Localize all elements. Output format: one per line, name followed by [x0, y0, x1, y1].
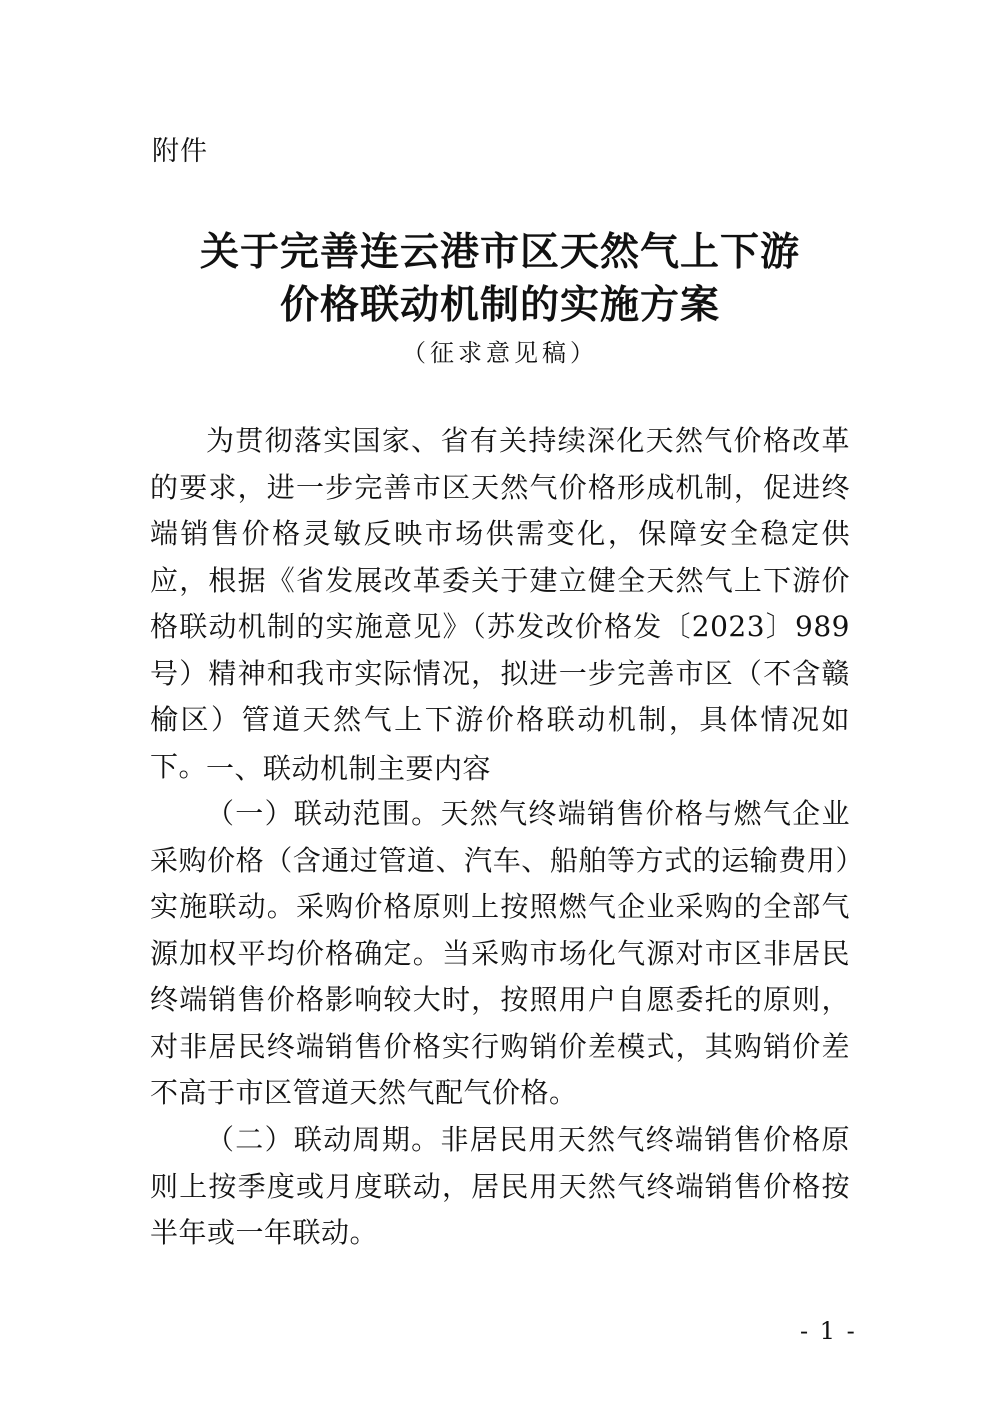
intro-paragraph: 为贯彻落实国家、省有关持续深化天然气价格改革的要求，进一步完善市区天然气价格形成机制，促进终端销售价格灵敏反映市场供需变化，保障安全稳定供应，根据《省发展改革委关于建立健全天然气上下游价格联动机制的实施意见》（苏发改价格发〔2023〕989号）精神和我市实际情况，拟进一步完善市区（不含赣榆区）管道天然气上下游价格联动机制，具体情况如下。: [150, 424, 850, 783]
paragraph-linkage-period: （二）联动周期。非居民用天然气终端销售价格原则上按季度或月度联动，居民用天然气终端销售价格按半年或一年联动。: [150, 1123, 850, 1249]
draft-subtitle: （征求意见稿）: [402, 339, 598, 367]
page-number: - 1 -: [800, 1317, 857, 1345]
document-title-line-2: 价格联动机制的实施方案: [279, 282, 720, 328]
paragraph-linkage-scope: （一）联动范围。天然气终端销售价格与燃气企业采购价格（含通过管道、汽车、船舶等方式的运输费用）实施联动。采购价格原则上按照燃气企业采购的全部气源加权平均价格确定。当采购市场化气源对市区非居民终端销售价格影响较大时，按照用户自愿委托的原则，对非居民终端销售价格实行购销价差模式，其购销价差不高于市区管道天然气配气价格。: [150, 797, 850, 1109]
document-title-line-1: 关于完善连云港市区天然气上下游: [199, 229, 800, 275]
attachment-label: 附件: [152, 136, 208, 167]
section-heading: 一、联动机制主要内容: [206, 752, 492, 785]
